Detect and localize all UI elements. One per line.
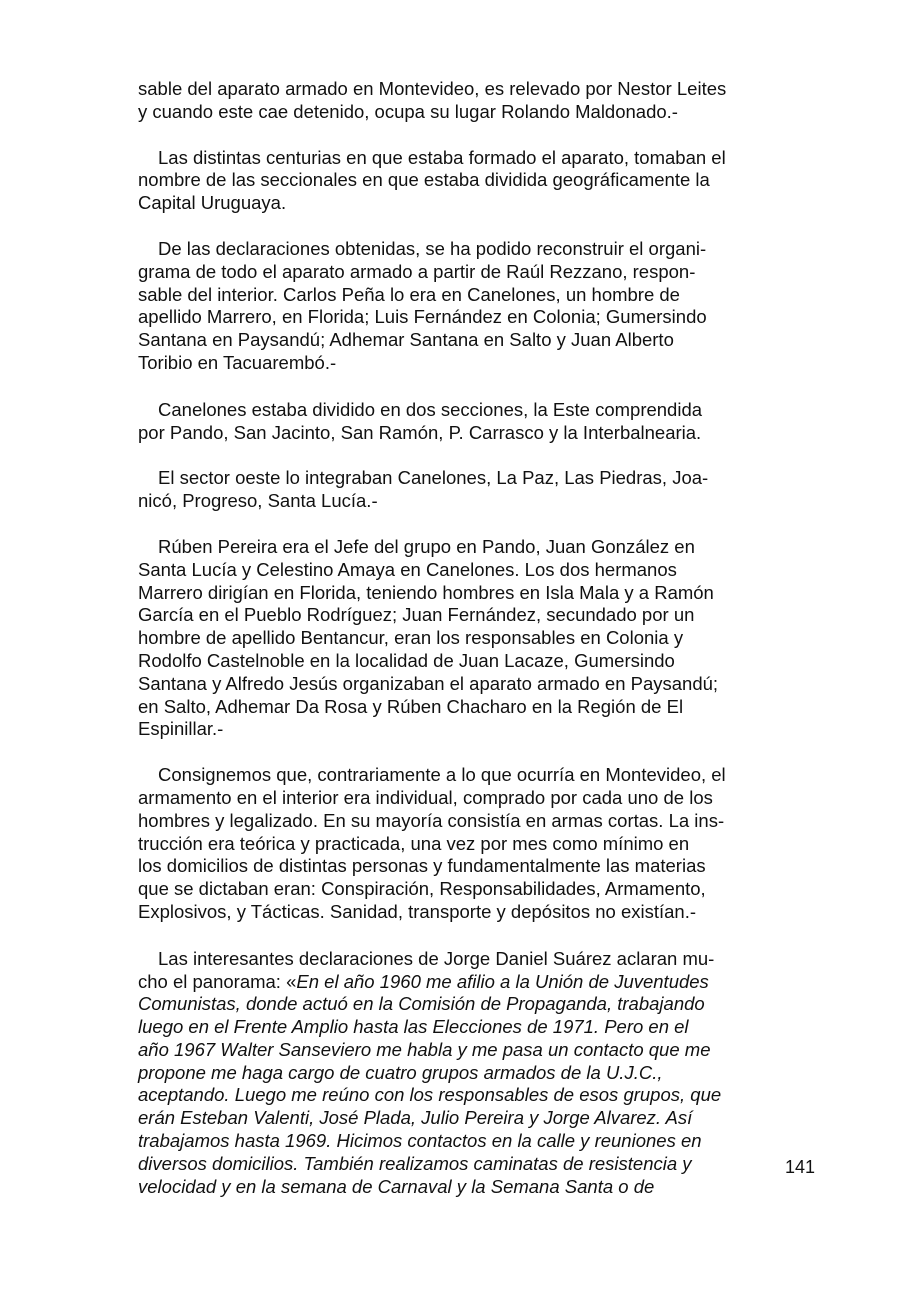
paragraph-3: De las declaraciones obtenidas, se ha podido reconstruir el organi- grama de todo el aparato armado a partir de Raúl Rezzano, respon- sable del interior. Carlos Peña lo era en Canelones, un hombre de apellido Marrero, en Florida; Luis Fernández en Colonia; Gumersindo Santana en Paysandú; Adhemar Santana en Salto y Juan Alberto Toribio en Tacuarembó.- [138,237,707,373]
paragraph-7: Consignemos que, contrariamente a lo que ocurría en Montevideo, el armamento en el interior era individual, comprado por cada uno de los hombres y legalizado. En su mayoría consistía en armas cortas. La ins- trucción era teórica y practicada, una vez por mes como mínimo en los domicilios de distintas personas y fundamentalmente las materias que se dictaban eran: Conspiración, Responsabilidades, Armamento, Explosivos, y Tácticas. Sanidad, transporte y depósitos no existían.- [138,764,726,922]
paragraph-5: El sector oeste lo integraban Canelones, La Paz, Las Piedras, Joa- nicó, Progreso, Santa Lucía.- [138,467,709,512]
quotation: En el año 1960 me afilio a la Unión de Juventudes Comunistas, donde actuó en la Comisión de Propaganda, trabajando luego en el Frente Amplio hasta las Elecciones de 1971. Pero en el año 1967 Walter Sanseviero me habla y me pasa un contacto que me propone me haga cargo de cuatro grupos armados de la U.J.C., aceptando. Luego me reúno con los responsables de esos grupos, que erán Esteban Valenti, José Plada, Julio Pereira y Jorge Alvarez. Así trabajamos hasta 1969. Hicimos contactos en la calle y reuniones en diversos domicilios. También realizamos caminatas de resistencia y velocidad y en la semana de Carnaval y la Semana Santa o de [138,970,722,1197]
paragraph-8 [138,948,814,1199]
paragraph-6: Rúben Pereira era el Jefe del grupo en Pando, Juan González en Santa Lucía y Celestino Amaya en Canelones. Los dos hermanos Marrero dirigían en Florida, teniendo hombres en Isla Mala y a Ramón García en el Pueblo Rodríguez; Juan Fernández, secundado por un hombre de apellido Bentancur, eran los responsables en Colonia y Rodolfo Castelnoble en la localidad de Juan Lacaze, Gumersindo Santana y Alfredo Jesús organizaban el aparato armado en Paysandú; en Salto, Adhemar Da Rosa y Rúben Chacharo en la Región de El Espinillar.- [138,535,719,740]
paragraph-2: Las distintas centurias en que estaba formado el aparato, tomaban el nombre de las seccionales en que estaba dividida geográficamente la Capital Uruguaya. [138,146,726,214]
paragraph-1: sable del aparato armado en Montevideo, es relevado por Nestor Leites y cuando este cae detenido, ocupa su lugar Rolando Maldonado.- [138,78,727,122]
paragraph-4: Canelones estaba dividido en dos secciones, la Este comprendida por Pando, San Jacinto, San Ramón, P. Carrasco y la Interbalnearia. [138,398,703,443]
page-body [138,78,814,1198]
page-number: 141 [785,1157,816,1177]
paragraph-8-lead: Las interesantes declaraciones de Jorge Daniel Suárez aclaran mu- cho el panorama: « [138,947,715,992]
